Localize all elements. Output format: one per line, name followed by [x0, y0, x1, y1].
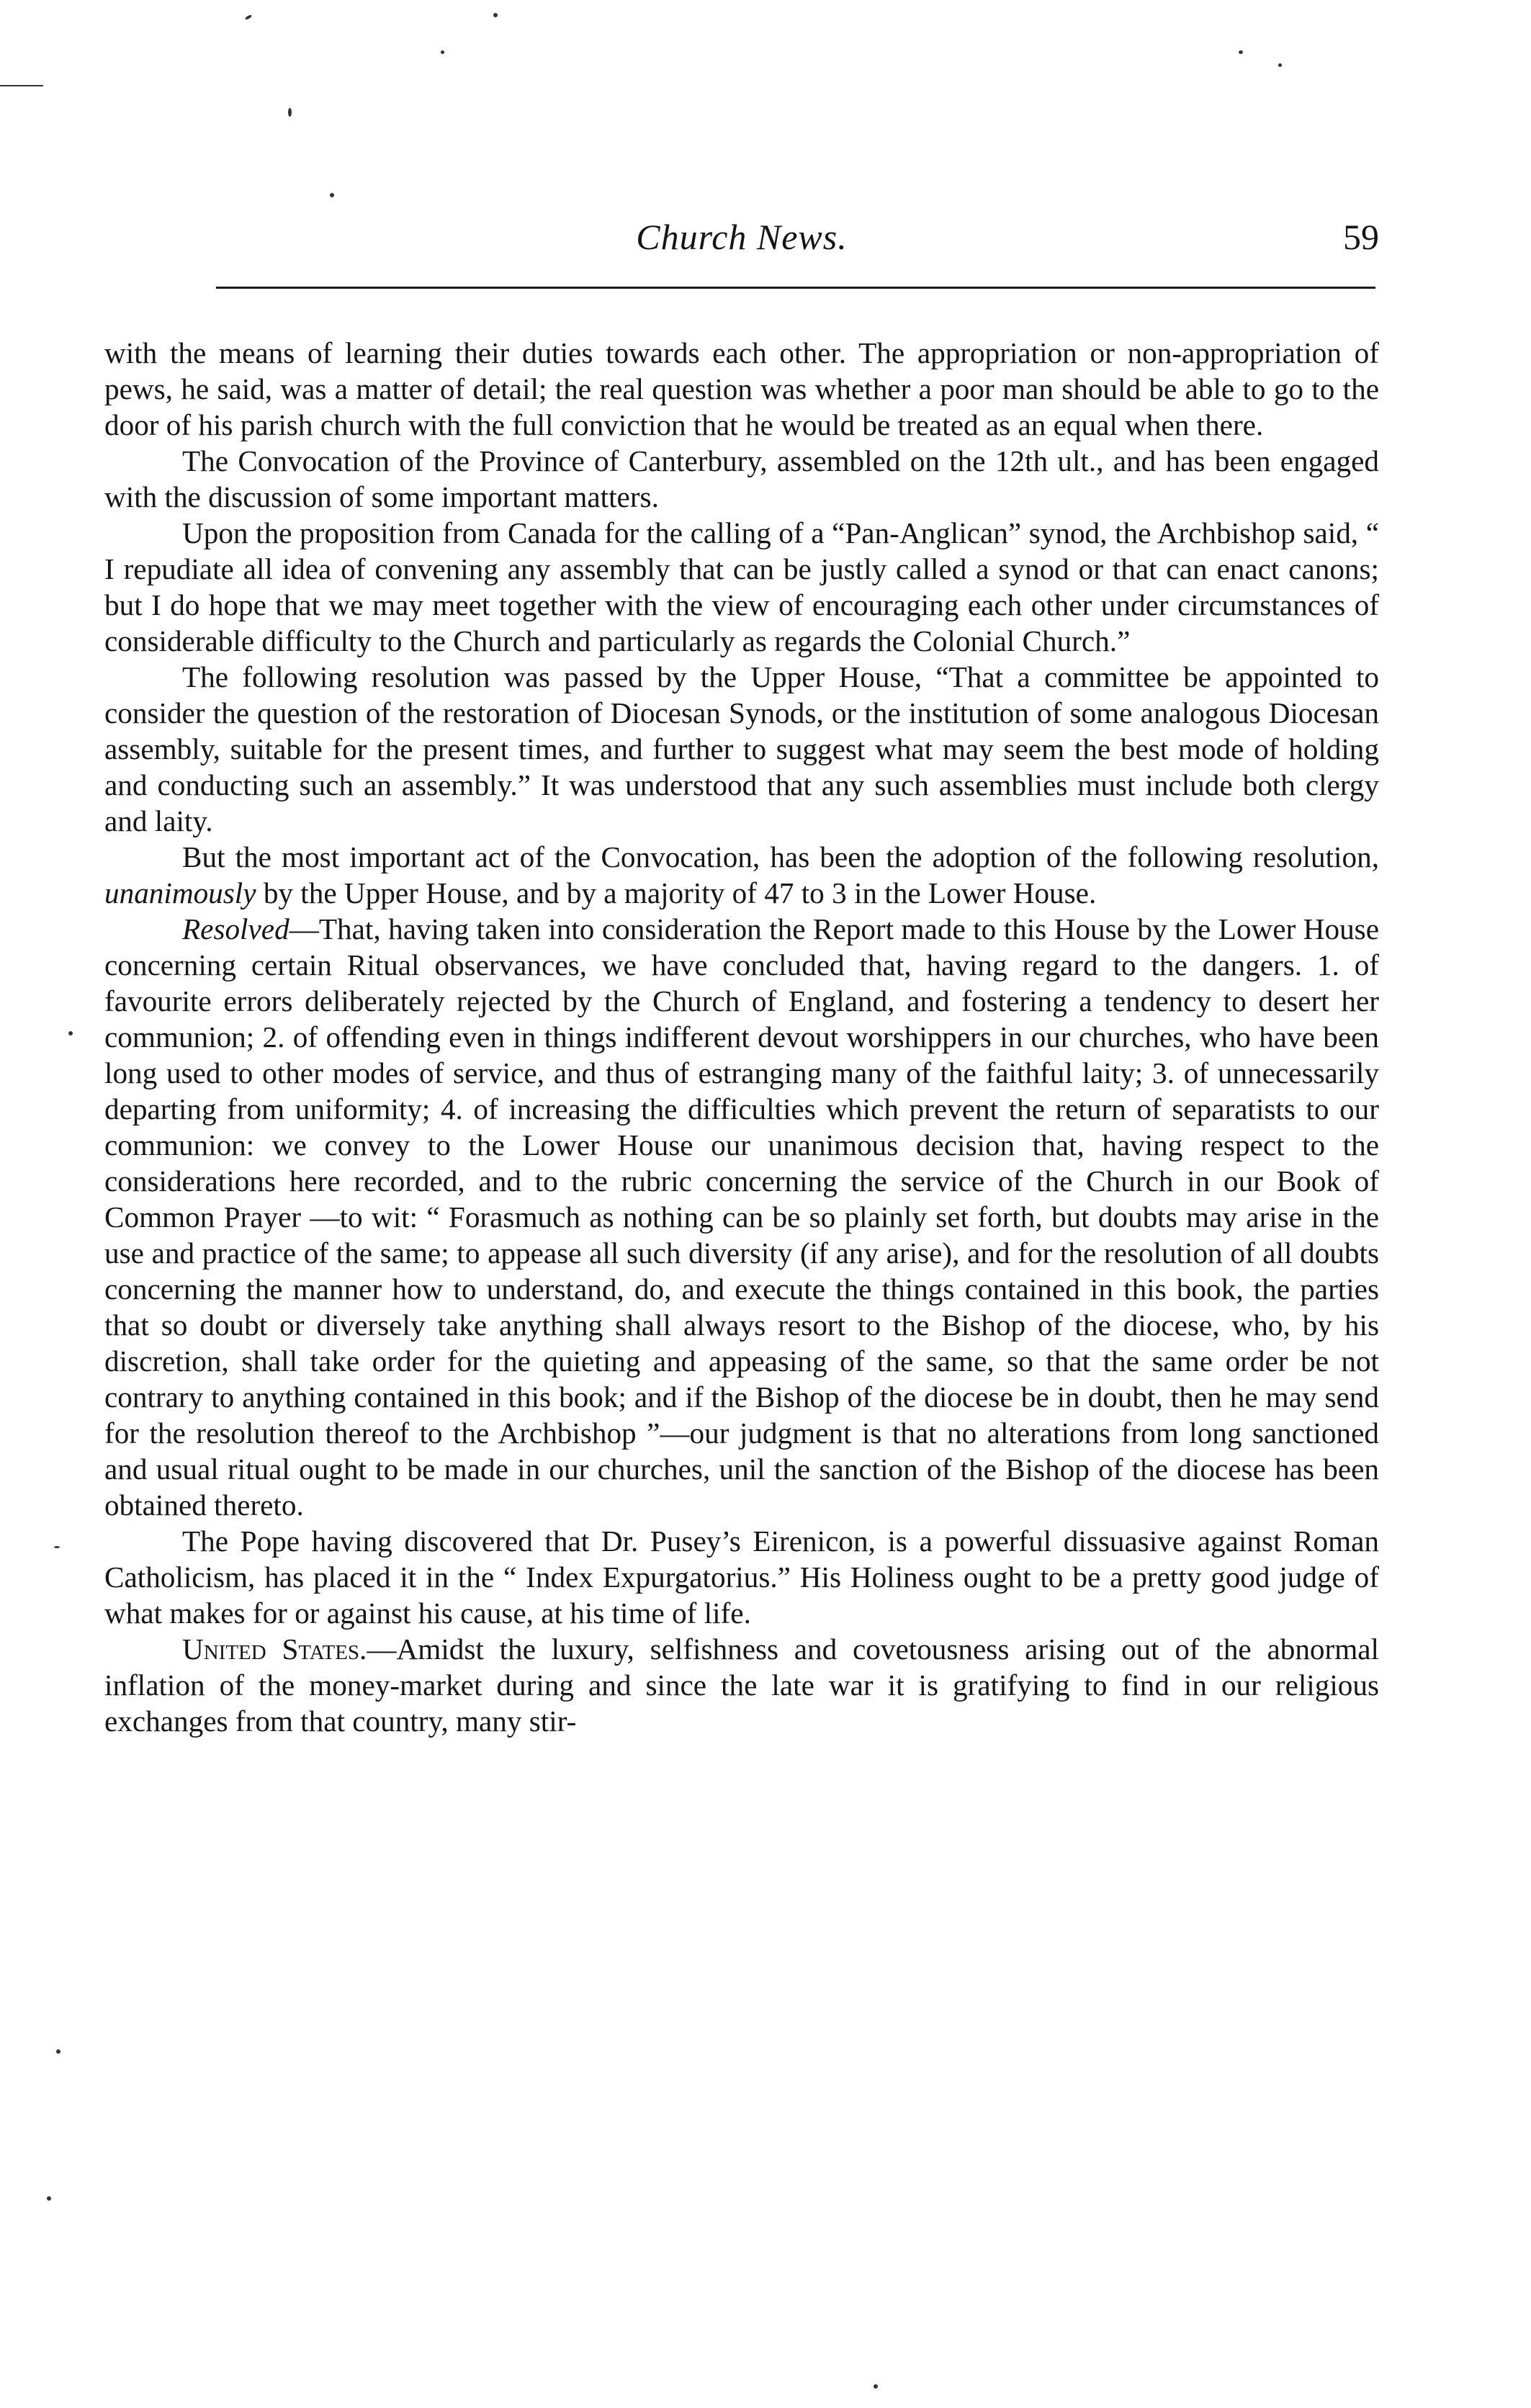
- paragraph-text: unanimously: [104, 876, 256, 909]
- paragraph: [104, 1523, 1379, 1631]
- paragraph-text: —Amidst the luxury, selfishness and covetousness arising out of the abnormal inflation of the money-market during and since the late war it is gratifying to find in our religious exchanges from that country, many stir-: [104, 1632, 1379, 1738]
- paragraph-text: But the most important act of the Convocation, has been the adoption of the following resolution,: [182, 840, 1379, 873]
- page-number: 59: [1343, 217, 1379, 257]
- paragraph: [104, 443, 1379, 515]
- paragraph: [104, 659, 1379, 839]
- paragraph-text: with the means of learning their duties towards each other. The appropriation or non-appropriation of pews, he said, was a matter of detail; the real question was whether a poor man should be able to go to the door of his parish church with the full conviction that he would be treated as an equal when there.: [104, 336, 1379, 441]
- paragraph-text: —That, having taken into consideration the Report made to this House by the Lower House concerning certain Ritual observances, we have concluded that, having regard to the dangers. 1. of favourite errors deliberately rejected by the Church of England, and fostering a tendency to desert her communion; 2. of offending even in things indifferent devout worshippers in our churches, who have been long used to other modes of service, and thus of estranging many of the faithful laity; 3. of unnecessarily departing from uniformity; 4. of increasing the difficulties which prevent the return of separatists to our communion: we convey to the Lower House our unanimous decision that, having respect to the considerations here recorded, and to the rubric concerning the service of the Church in our Book of Common Prayer —to wit: “ Forasmuch as nothing can be so plainly set forth, but doubts may arise in the use and practice of the same; to appease all such diversity (if any arise), and for the resolution of all doubts concerning the manner how to understand, do, and execute the things contained in this book, the parties that so doubt or diversely take anything shall always resort to the Bishop of the diocese, who, by his discretion, shall take order for the quieting and appeasing of the same, so that the same order be not contrary to anything contained in this book; and if the Bishop of the diocese be in doubt, then he may send for the resolution thereof to the Archbishop ”—our judgment is that no alterations from long sanctioned and usual ritual ought to be made in our churches, unil the sanction of the Bishop of the diocese has been obtained thereto.: [104, 912, 1379, 1522]
- paragraph: [104, 911, 1379, 1523]
- paragraph: [104, 1631, 1379, 1739]
- paragraph-text: by the Upper House, and by a majority of 47 to 3 in the Lower House.: [256, 876, 1097, 909]
- paragraph: [104, 335, 1379, 443]
- paragraph: [104, 839, 1379, 911]
- paragraph-text: The Convocation of the Province of Canterbury, assembled on the 12th ult., and has been engaged with the discussion of some important matters.: [104, 444, 1379, 513]
- paragraph-text: The following resolution was passed by the Upper House, “That a committee be appointed to consider the question of the restoration of Diocesan Synods, or the institution of some analogous Diocesan assembly, suitable for the present times, and further to suggest what may seem the best mode of holding and conducting such an assembly.” It was understood that any such assemblies must include both clergy and laity.: [104, 660, 1379, 837]
- running-header: [104, 216, 1379, 274]
- header-rule: [216, 287, 1375, 289]
- paragraph-text: Upon the proposition from Canada for the calling of a “Pan-Anglican” synod, the Archbishop said, “ I repudiate all idea of convening any assembly that can be justly called a synod or that can enact canons; but I do hope that we may meet together with the view of encouraging each other under circumstances of considerable difficulty to the Church and particularly as regards the Colonial Church.”: [104, 516, 1379, 657]
- paragraph-text: The Pope having discovered that Dr. Pusey’s Eirenicon, is a powerful dissuasive against Roman Catholicism, has placed it in the “ Index Expurgatorius.” His Holiness ought to be a pretty good judge of what makes for or against his cause, at his time of life.: [104, 1524, 1379, 1630]
- paragraph: [104, 515, 1379, 659]
- paragraph-text: United States.: [182, 1632, 367, 1666]
- article-body: [104, 335, 1379, 1739]
- running-title: Church News.: [636, 217, 848, 257]
- paragraph-text: Resolved: [182, 912, 289, 945]
